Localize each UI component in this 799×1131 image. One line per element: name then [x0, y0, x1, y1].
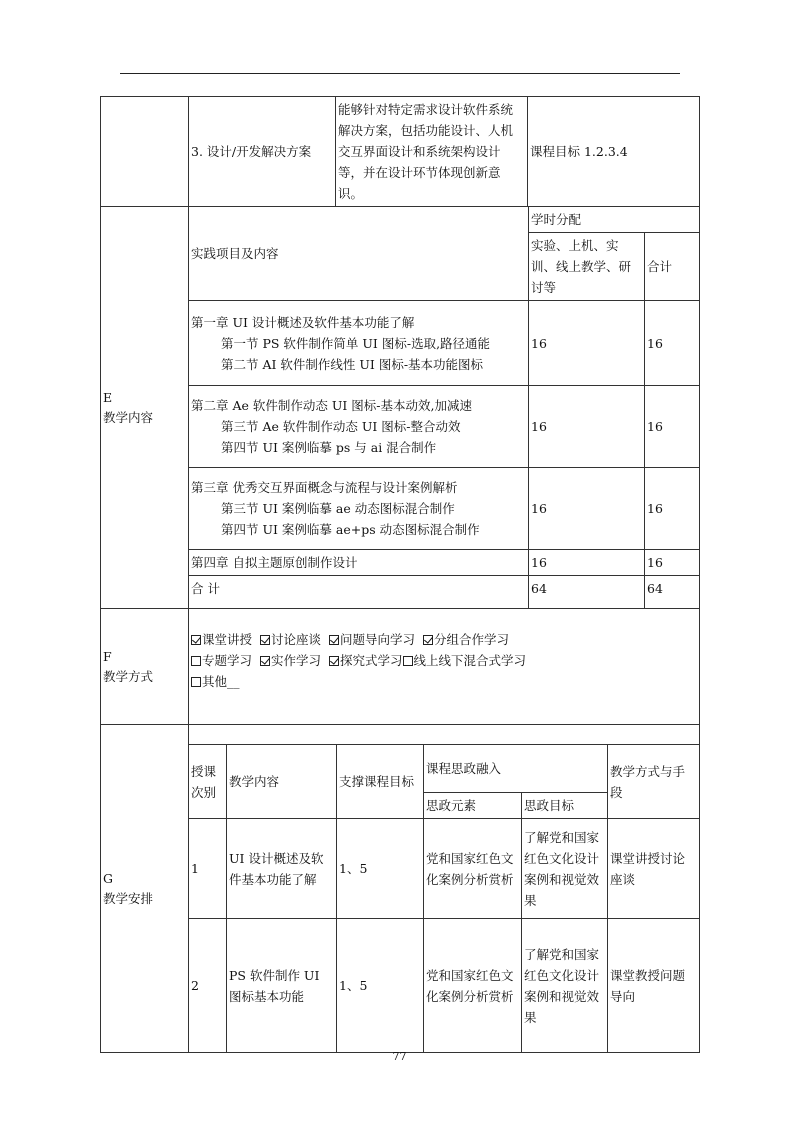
- checkbox-checked-icon: [329, 656, 339, 666]
- checkbox-empty-icon: [191, 656, 201, 666]
- page-number: 77: [392, 1050, 407, 1063]
- chapter-3-total: 16: [645, 468, 700, 550]
- outcome-table: [100, 96, 700, 207]
- methods-line-3: [191, 671, 697, 692]
- chapter-3: 第三章 优秀交互界面概念与流程与设计案例解析 第三节 UI 案例临摹 ae 动态图标混合制作 第四节 UI 案例临摹 ae+ps 动态图标混合制作: [189, 468, 529, 550]
- outcome-title: 3. 设计/开发解决方案: [189, 97, 336, 207]
- checkbox-checked-icon: [329, 635, 339, 645]
- sum-total: 64: [645, 576, 700, 609]
- g-header-ideo: 课程思政融入: [424, 745, 608, 793]
- chapter-2-hours: 16: [529, 386, 645, 468]
- header-rule: [120, 73, 680, 74]
- g-row-2-session: 2: [189, 919, 227, 1053]
- header-total: 合计: [645, 233, 700, 301]
- header-practice: 实验、上机、实训、线上教学、研讨等: [529, 233, 645, 301]
- chapter-4: 第四章 自拟主题原创制作设计: [189, 550, 529, 576]
- g-header-goal: 支撑课程目标: [337, 745, 424, 819]
- chapter-3-hours: 16: [529, 468, 645, 550]
- checkbox-checked-icon: [260, 656, 270, 666]
- sum-label: 合 计: [189, 576, 529, 609]
- section-g-label: G 教学安排: [101, 725, 189, 1053]
- g-header-session: 授课次别: [189, 745, 227, 819]
- section-f-label: F 教学方式: [101, 609, 189, 725]
- chapter-1-total: 16: [645, 301, 700, 386]
- g-row-1-goal: 1、5: [337, 819, 424, 919]
- outcome-goal: 课程目标 1.2.3.4: [528, 97, 700, 207]
- header-project: 实践项目及内容: [189, 207, 529, 301]
- outcome-left-blank: [101, 97, 189, 207]
- methods-line-1: [191, 629, 697, 650]
- g-header-ideo-goal: 思政目标: [522, 793, 608, 819]
- option-lecture[interactable]: 课堂讲授: [191, 632, 252, 647]
- methods-line-2: [191, 650, 697, 671]
- g-row-2-method: 课堂教授问题导向: [608, 919, 700, 1053]
- g-header-ideo-element: 思政元素: [424, 793, 522, 819]
- g-row-1-method: 课堂讲授讨论座谈: [608, 819, 700, 919]
- option-topic[interactable]: 专题学习: [191, 653, 252, 668]
- header-hours: 学时分配: [529, 207, 700, 233]
- g-row-1-target: 了解党和国家红色文化设计案例和视觉效果: [522, 819, 608, 919]
- checkbox-checked-icon: [191, 635, 201, 645]
- option-discussion[interactable]: 讨论座谈: [260, 632, 321, 647]
- sum-hours: 64: [529, 576, 645, 609]
- checkbox-checked-icon: [260, 635, 270, 645]
- option-group[interactable]: 分组合作学习: [423, 632, 509, 647]
- option-practice[interactable]: 实作学习: [260, 653, 321, 668]
- g-row-2-content: PS 软件制作 UI 图标基本功能: [227, 919, 337, 1053]
- chapter-4-hours: 16: [529, 550, 645, 576]
- option-other[interactable]: 其他__: [191, 674, 240, 689]
- g-row-2-target: 了解党和国家红色文化设计案例和视觉效果: [522, 919, 608, 1053]
- g-row-1-content: UI 设计概述及软件基本功能了解: [227, 819, 337, 919]
- chapter-1: 第一章 UI 设计概述及软件基本功能了解 第一节 PS 软件制作简单 UI 图标-选取,路径通能 第二节 AI 软件制作线性 UI 图标-基本功能图标: [189, 301, 529, 386]
- section-g-table: [100, 724, 700, 1053]
- section-e-table: [100, 206, 700, 609]
- section-f-table: [100, 608, 700, 725]
- g-top-spacer: [189, 725, 700, 745]
- checkbox-checked-icon: [423, 635, 433, 645]
- checkbox-empty-icon: [191, 677, 201, 687]
- g-row-1-element: 党和国家红色文化案例分析赏析: [424, 819, 522, 919]
- teaching-methods: [189, 609, 700, 725]
- g-row-2-goal: 1、5: [337, 919, 424, 1053]
- syllabus-page: [100, 96, 700, 1053]
- option-inquiry[interactable]: 探究式学习: [329, 653, 403, 668]
- chapter-2: 第二章 Ae 软件制作动态 UI 图标-基本动效,加减速 第三节 Ae 软件制作动态 UI 图标-整合动效 第四节 UI 案例临摹 ps 与 ai 混合制作: [189, 386, 529, 468]
- checkbox-empty-icon: [403, 656, 413, 666]
- chapter-2-total: 16: [645, 386, 700, 468]
- section-e-label: E 教学内容: [101, 207, 189, 609]
- g-row-2-element: 党和国家红色文化案例分析赏析: [424, 919, 522, 1053]
- g-header-content: 教学内容: [227, 745, 337, 819]
- g-header-method: 教学方式与手段: [608, 745, 700, 819]
- outcome-description: 能够针对特定需求设计软件系统解决方案，包括功能设计、人机交互界面设计和系统架构设计等，并在设计环节体现创新意识。: [336, 97, 528, 207]
- g-row-1-session: 1: [189, 819, 227, 919]
- option-blended[interactable]: 线上线下混合式学习: [403, 653, 527, 668]
- chapter-4-total: 16: [645, 550, 700, 576]
- option-problem-based[interactable]: 问题导向学习: [329, 632, 415, 647]
- chapter-1-hours: 16: [529, 301, 645, 386]
